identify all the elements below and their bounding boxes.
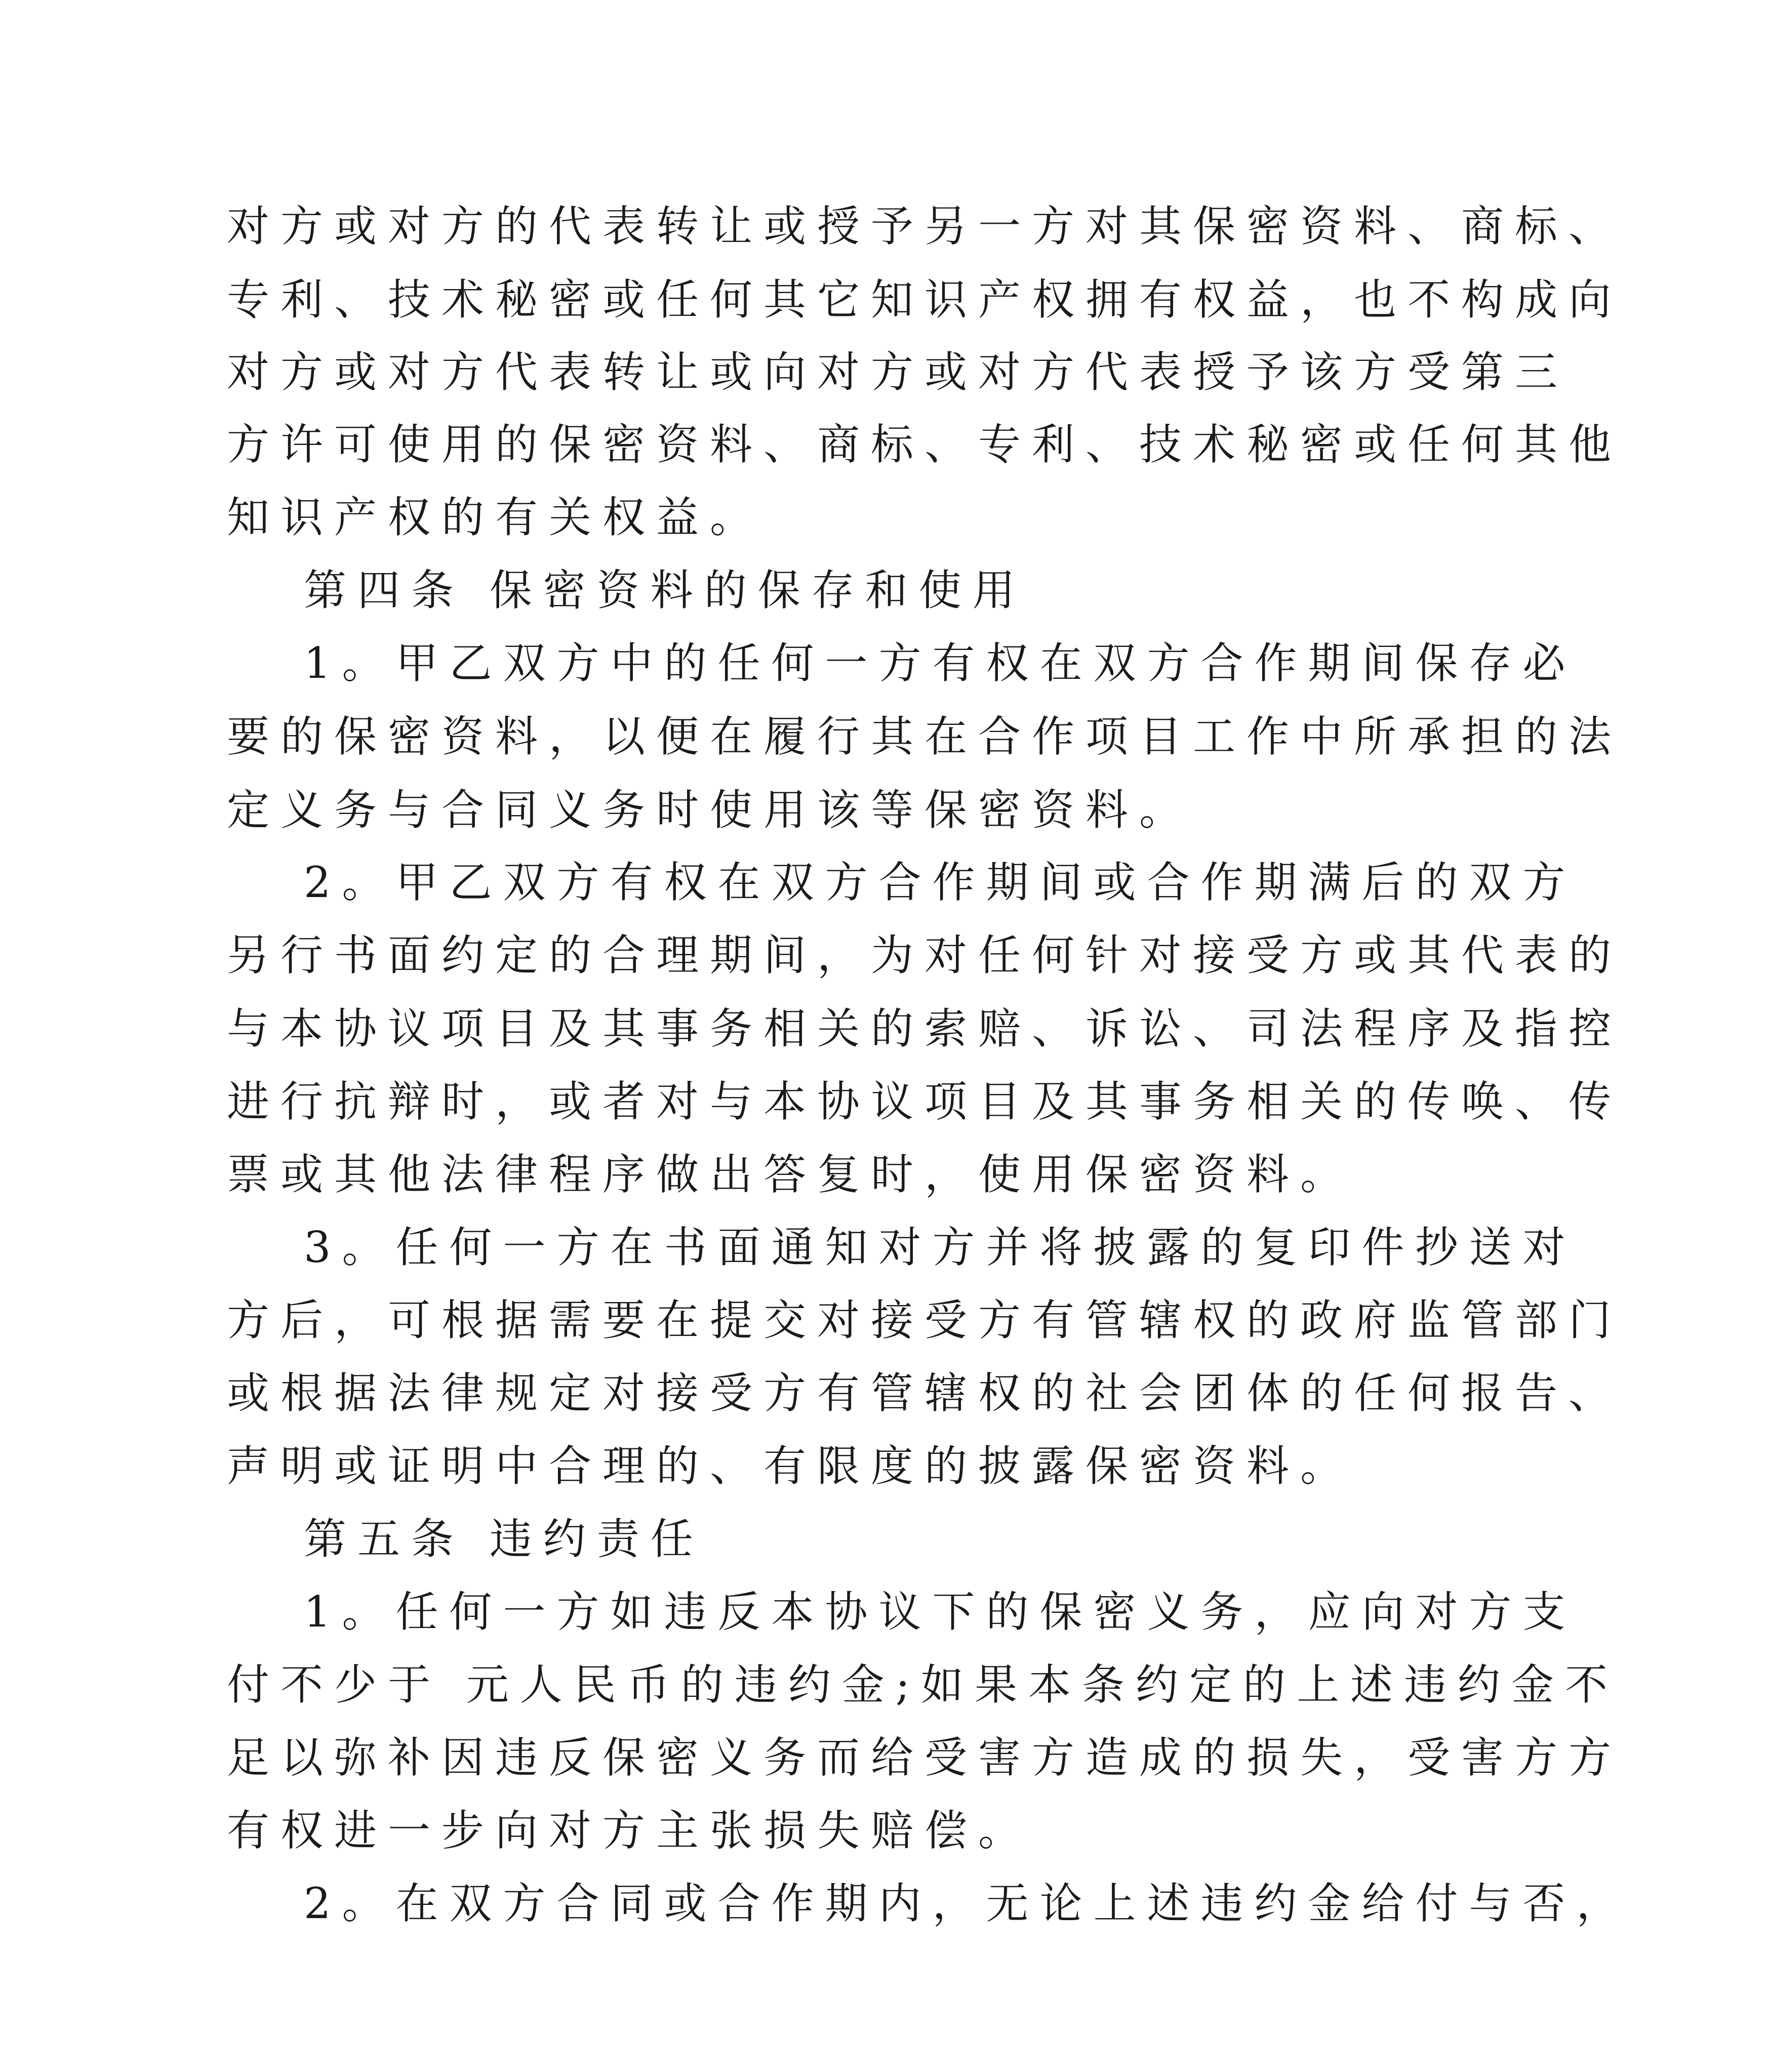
paragraph-line: 知识产权的有关权益。 <box>227 493 764 542</box>
paragraph-line: 对方或对方的代表转让或授予另一方对其保密资料、商标、 <box>227 201 1623 251</box>
section-heading-article-4: 第四条 保密资料的保存和使用 <box>304 565 1026 615</box>
paragraph-line: 1。任何一方如违反本协议下的保密义务，应向对方支 <box>304 1587 1577 1637</box>
paragraph-line: 足以弥补因违反保密义务而给受害方造成的损失，受害方方 <box>227 1733 1623 1782</box>
paragraph-line: 方许可使用的保密资料、商标、专利、技术秘密或任何其他 <box>227 420 1623 469</box>
paragraph-line: 2。甲乙双方有权在双方合作期间或合作期满后的双方 <box>304 858 1577 907</box>
section-heading-article-5: 第五条 违约责任 <box>304 1514 704 1564</box>
paragraph-line: 或根据法律规定对接受方有管辖权的社会团体的任何报告、 <box>227 1368 1623 1418</box>
paragraph-line: 1。甲乙双方中的任何一方有权在双方合作期间保存必 <box>304 638 1577 688</box>
paragraph-line: 对方或对方代表转让或向对方或对方代表授予该方受第三 <box>227 347 1569 397</box>
paragraph-line: 专利、技术秘密或任何其它知识产权拥有权益，也不构成向 <box>227 275 1623 324</box>
paragraph-line: 2。在双方合同或合作期内，无论上述违约金给付与否， <box>304 1879 1630 1928</box>
paragraph-line: 另行书面约定的合理期间，为对任何针对接受方或其代表的 <box>227 930 1623 980</box>
paragraph-line: 要的保密资料，以便在履行其在合作项目工作中所承担的法 <box>227 712 1623 761</box>
paragraph-line: 进行抗辩时，或者对与本协议项目及其事务相关的传唤、传 <box>227 1077 1623 1126</box>
paragraph-line: 声明或证明中合理的、有限度的披露保密资料。 <box>227 1441 1354 1491</box>
paragraph-line: 有权进一步向对方主张损失赔偿。 <box>227 1806 1032 1855</box>
paragraph-line: 3。任何一方在书面通知对方并将披露的复印件抄送对 <box>304 1223 1577 1272</box>
paragraph-line: 票或其他法律程序做出答复时，使用保密资料。 <box>227 1150 1354 1199</box>
paragraph-line: 方后，可根据需要在提交对接受方有管辖权的政府监管部门 <box>227 1295 1623 1345</box>
paragraph-line: 定义务与合同义务时使用该等保密资料。 <box>227 785 1193 835</box>
paragraph-line: 与本协议项目及其事务相关的索赔、诉讼、司法程序及指控 <box>227 1004 1623 1053</box>
paragraph-line: 付不少于 元人民币的违约金;如果本条约定的上述违约金不 <box>227 1660 1619 1710</box>
